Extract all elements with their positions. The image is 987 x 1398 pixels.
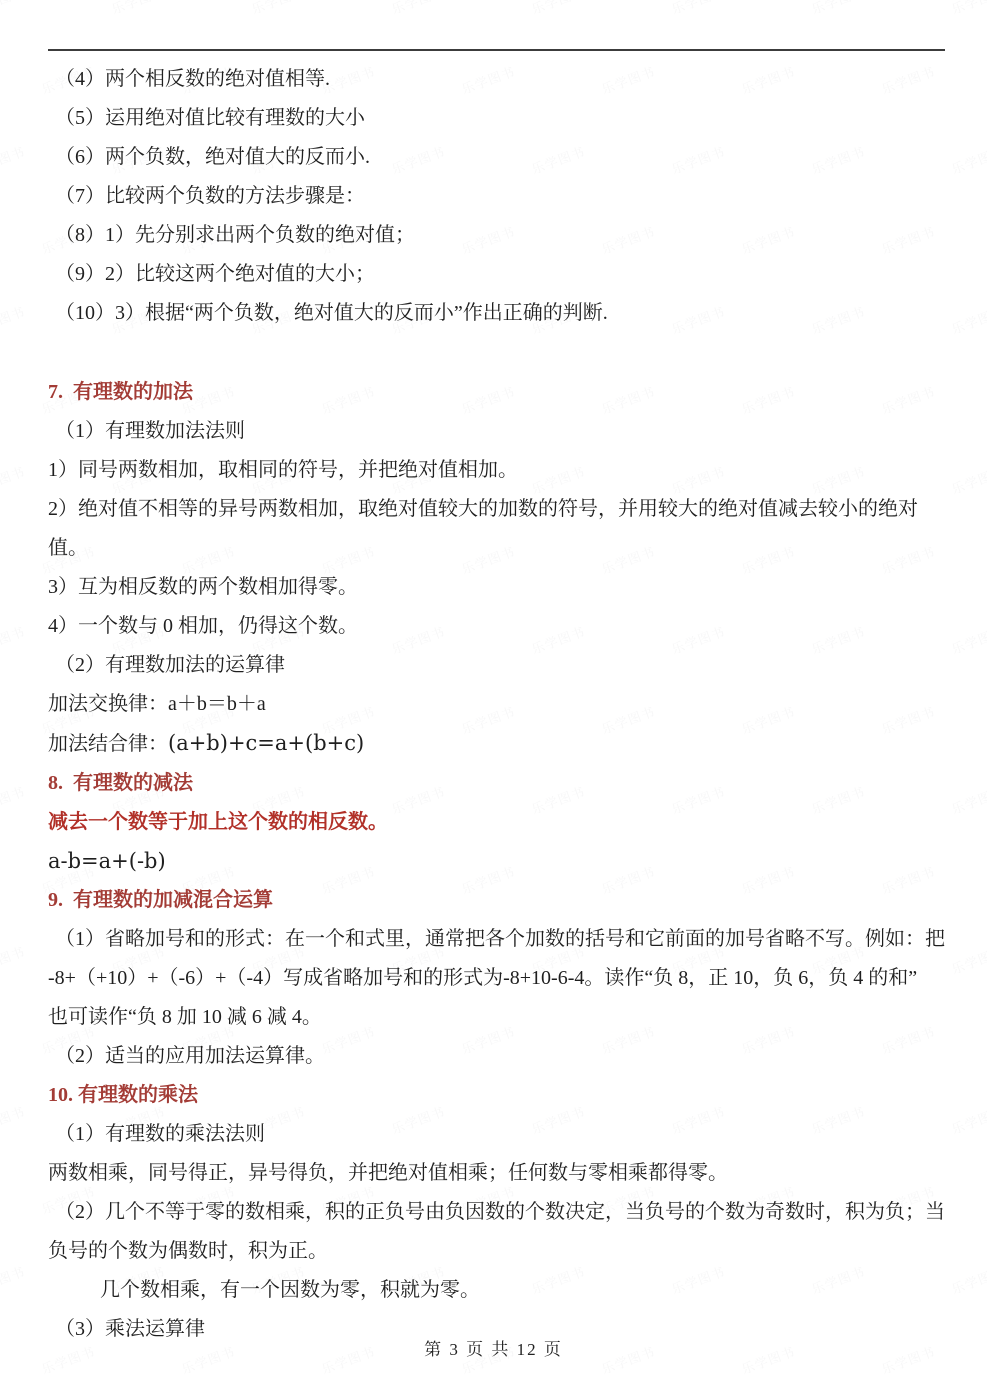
list-item: （8）1）先分别求出两个负数的绝对值； bbox=[55, 224, 415, 246]
list-item: （9）2）比较这两个绝对值的大小； bbox=[55, 263, 375, 285]
paragraph: 4）一个数与 0 相加，仍得这个数。 bbox=[48, 615, 358, 637]
header-rule bbox=[48, 49, 945, 51]
section-heading-8: 8. 有理数的减法 bbox=[48, 772, 193, 794]
list-item: （10）3）根据“两个负数，绝对值大的反而小”作出正确的判断. bbox=[55, 302, 608, 324]
paragraph: （3）乘法运算律 bbox=[55, 1318, 205, 1340]
paragraph: （1）有理数的乘法法则 bbox=[55, 1123, 265, 1145]
paragraph: -8+（+10）+（-6）+（-4）写成省略加号和的形式为-8+10-6-4。读作“负 8，正 10，负 6，负 4 的和” bbox=[48, 967, 918, 989]
formula-commutative: 加法交换律：a＋b＝b＋a bbox=[48, 693, 266, 715]
page-number: 第 3 页 共 12 页 bbox=[424, 1340, 563, 1359]
paragraph: 两数相乘，同号得正，异号得负，并把绝对值相乘；任何数与零相乘都得零。 bbox=[48, 1162, 728, 1184]
paragraph: （1）省略加号和的形式：在一个和式里，通常把各个加数的括号和它前面的加号省略不写。例如：把 bbox=[55, 928, 945, 950]
list-item: （7）比较两个负数的方法步骤是： bbox=[55, 185, 365, 207]
formula-expression: (a+b)+c=a+(b+c) bbox=[168, 731, 365, 755]
emphasis-rule: 减去一个数等于加上这个数的相反数。 bbox=[48, 811, 388, 833]
list-item: （5）运用绝对值比较有理数的大小 bbox=[55, 107, 365, 129]
formula-subtraction: a-b=a+(-b) bbox=[48, 849, 166, 873]
paragraph: （1）有理数加法法则 bbox=[55, 420, 245, 442]
paragraph: 1）同号两数相加，取相同的符号，并把绝对值相加。 bbox=[48, 459, 518, 481]
section-heading-7: 7. 有理数的加法 bbox=[48, 381, 193, 403]
paragraph: 几个数相乘，有一个因数为零，积就为零。 bbox=[100, 1279, 480, 1301]
paragraph: 负号的个数为偶数时，积为正。 bbox=[48, 1240, 328, 1262]
list-item: （4）两个相反数的绝对值相等. bbox=[55, 68, 330, 90]
paragraph: （2）几个不等于零的数相乘，积的正负号由负因数的个数决定，当负号的个数为奇数时，积为负；当 bbox=[55, 1201, 945, 1223]
formula-associative bbox=[48, 724, 945, 764]
section-heading-10: 10. 有理数的乘法 bbox=[48, 1084, 198, 1106]
section-heading-9: 9. 有理数的加减混合运算 bbox=[48, 889, 273, 911]
paragraph: 3）互为相反数的两个数相加得零。 bbox=[48, 576, 358, 598]
paragraph: （2）适当的应用加法运算律。 bbox=[55, 1045, 325, 1067]
formula-label: 加法结合律： bbox=[48, 733, 168, 755]
paragraph: 也可读作“负 8 加 10 减 6 减 4。 bbox=[48, 1006, 322, 1028]
list-item: （6）两个负数，绝对值大的反而小. bbox=[55, 146, 370, 168]
paragraph: （2）有理数加法的运算律 bbox=[55, 654, 285, 676]
paragraph: 2）绝对值不相等的异号两数相加，取绝对值较大的加数的符号，并用较大的绝对值减去较小的绝对值。 bbox=[48, 498, 918, 559]
